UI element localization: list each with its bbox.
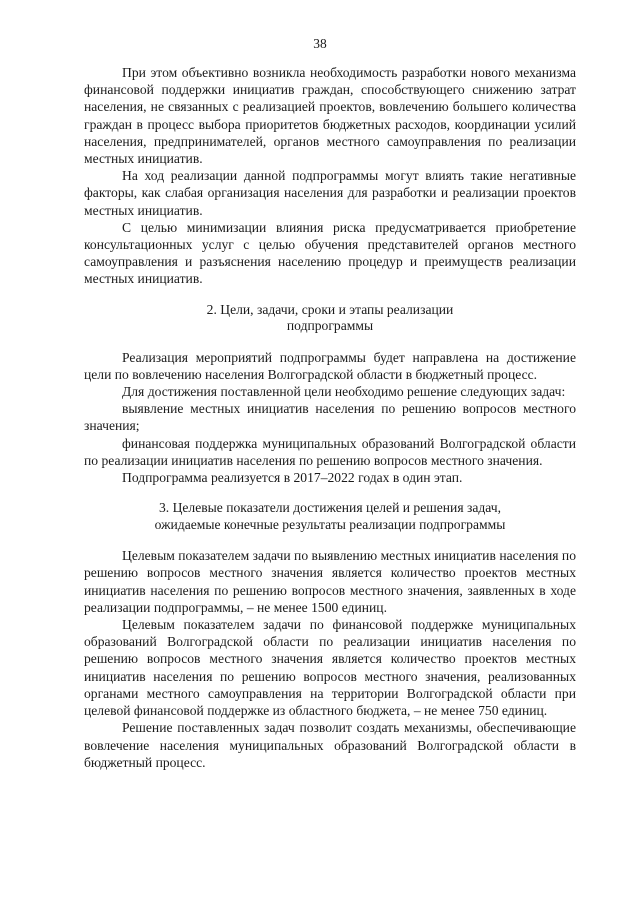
page-number: 38 [313, 36, 327, 51]
paragraph: На ход реализации данной подпрограммы могут влиять такие негативные факторы, как слабая организация населения для разработки и реализации проектов местных инициатив. [84, 168, 576, 218]
section-heading-3-line2: ожидаемые конечные результаты реализации подпрограммы [154, 516, 506, 532]
section-heading-2 [84, 302, 576, 335]
section-heading-3 [84, 500, 576, 533]
paragraph: При этом объективно возникла необходимость разработки нового механизма финансовой поддержки инициатив граждан, способствующего снижению затрат населения, не связанных с реализацией проектов, вовлечению большего количества граждан в процесс выбора приоритетов бюджетных расходов, координации усилий населения, предпринимателей, органов местного самоуправления по реализации местных инициатив. [84, 65, 576, 167]
section-heading-2-line2: подпрограммы [286, 318, 374, 334]
document-body [84, 64, 576, 771]
section-heading-2-line1: 2. Цели, задачи, сроки и этапы реализации [206, 301, 454, 317]
section-heading-3-line1: 3. Целевые показатели достижения целей и решения задач, [158, 500, 502, 516]
paragraph: Целевым показателем задачи по финансовой поддержке муниципальных образований Волгоградской области по реализации инициатив населения по решению вопросов местного значения является количество проектов местных инициатив населения по решению вопросов местного значения, реализованных органами местного самоуправления на территории Волгоградской области при целевой финансовой поддержке из областного бюджета, – не менее 750 единиц. [84, 617, 576, 719]
paragraph: Целевым показателем задачи по выявлению местных инициатив населения по решению вопросов местного значения является количество проектов местных инициатив населения по решению вопросов местного значения, заявленных в ходе реализации подпрограммы, – не менее 1500 единиц. [84, 548, 576, 615]
paragraph: Для достижения поставленной цели необходимо решение следующих задач: [122, 384, 566, 400]
paragraph: финансовая поддержка муниципальных образований Волгоградской области по реализации инициатив населения по решению вопросов местного значения. [84, 435, 576, 468]
paragraph: Решение поставленных задач позволит создать механизмы, обеспечивающие вовлечение населения муниципальных образований Волгоградской области в бюджетный процесс. [84, 720, 576, 770]
paragraph: выявление местных инициатив населения по решению вопросов местного значения; [84, 401, 576, 434]
paragraph: Реализация мероприятий подпрограммы будет направлена на достижение цели по вовлечению населения Волгоградской области в бюджетный процесс. [84, 349, 576, 382]
paragraph: Подпрограмма реализуется в 2017–2022 годах в один этап. [122, 470, 463, 486]
paragraph: С целью минимизации влияния риска предусматривается приобретение консультационных услуг с целью обучения представителей органов местного самоуправления и разъяснения населению процедур и преимуществ реализации местных инициатив. [84, 219, 576, 287]
